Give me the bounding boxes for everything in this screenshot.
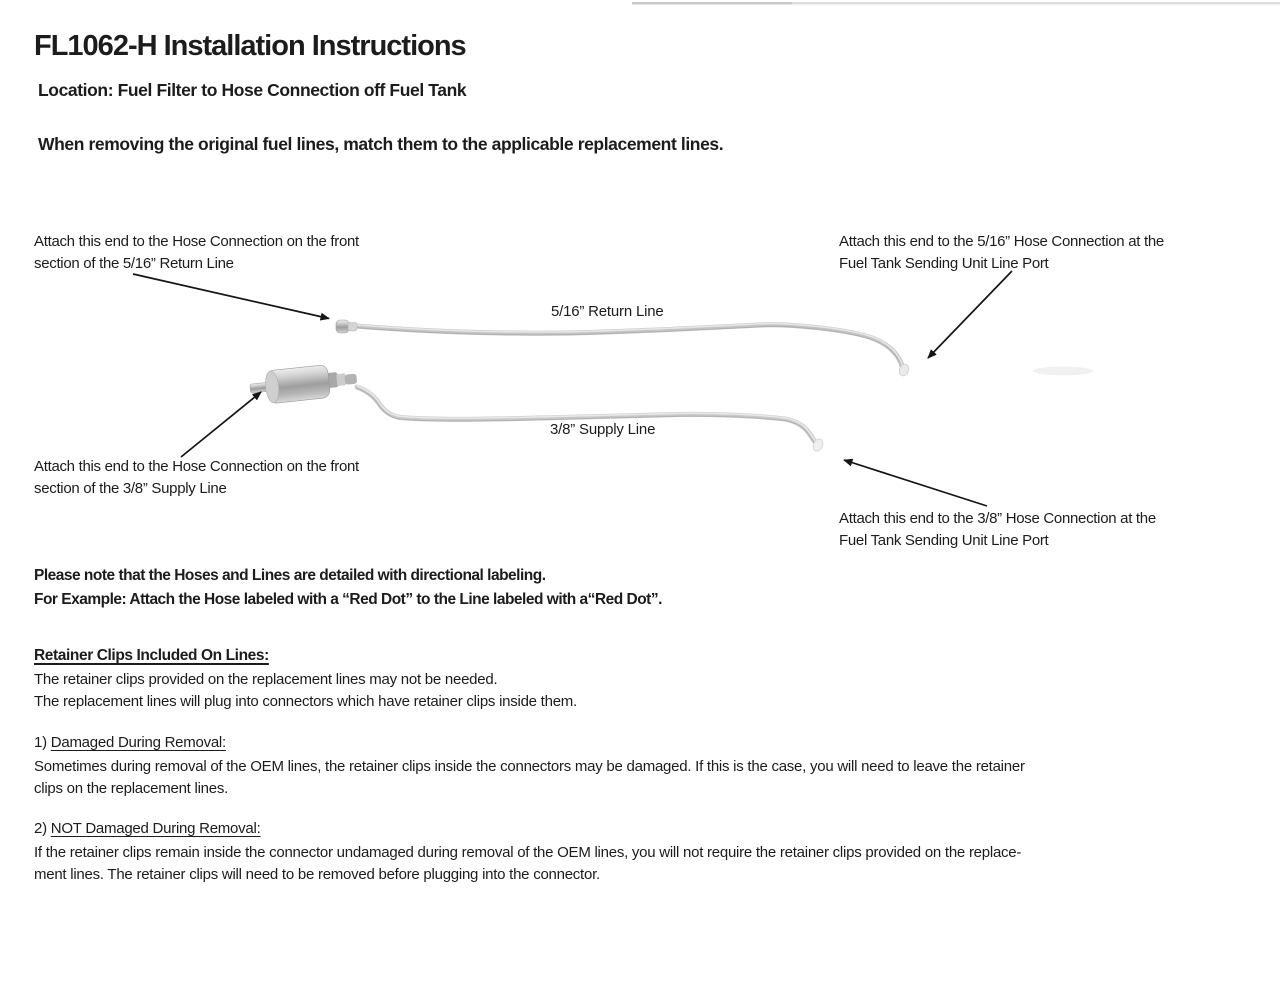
section1-heading-text: Damaged During Removal: bbox=[50, 734, 226, 751]
return-line-drawing bbox=[336, 320, 910, 377]
section2-body-line1: If the retainer clips remain inside the connector undamaged during removal of the OEM lines, you will not require the retainer clips provided on the replace- bbox=[34, 844, 1022, 861]
arrow-return-tank bbox=[928, 271, 1012, 358]
callout-supply-tank-line2: Fuel Tank Sending Unit Line Port bbox=[839, 532, 1049, 549]
callout-supply-tank-line1: Attach this end to the 3/8” Hose Connection at the bbox=[839, 510, 1156, 527]
intro-line: When removing the original fuel lines, match them to the applicable replacement lines. bbox=[38, 134, 724, 154]
retainer-body bbox=[34, 669, 1164, 713]
section2-body-line2: ment lines. The retainer clips will need to be removed before plugging into the connector. bbox=[34, 866, 600, 883]
retainer-body-line2: The replacement lines will plug into connectors which have retainer clips inside them. bbox=[34, 693, 577, 710]
section1-body-line2: clips on the replacement lines. bbox=[34, 780, 229, 797]
directional-note bbox=[34, 564, 934, 611]
callout-return-tank-line1: Attach this end to the 5/16” Hose Connection at the bbox=[839, 233, 1164, 250]
directional-note-line2: For Example: Attach the Hose labeled with a “Red Dot” to the Line labeled with a“Red Dot”. bbox=[34, 590, 662, 608]
section1-body-line1: Sometimes during removal of the OEM lines, the retainer clips inside the connectors may be damaged. If this is the case, you will need to leave the retainer bbox=[34, 758, 1025, 775]
page-title: FL1062-H Installation Instructions bbox=[34, 30, 466, 62]
callout-return-tank bbox=[839, 231, 1259, 275]
callout-supply-front-line2: section of the 3/8” Supply Line bbox=[34, 480, 227, 497]
paper-smudge bbox=[1033, 367, 1093, 376]
callout-return-front-line2: section of the 5/16” Return Line bbox=[34, 255, 234, 272]
location-line: Location: Fuel Filter to Hose Connection off Fuel Tank bbox=[38, 80, 467, 100]
callout-supply-front-line1: Attach this end to the Hose Connection on the front bbox=[34, 458, 359, 475]
top-edge-line bbox=[632, 2, 1280, 5]
callout-return-tank-line2: Fuel Tank Sending Unit Line Port bbox=[839, 255, 1049, 272]
retainer-body-line1: The retainer clips provided on the replacement lines may not be needed. bbox=[34, 671, 498, 688]
arrow-supply-front bbox=[181, 392, 261, 457]
section1-body bbox=[34, 756, 1174, 800]
callout-supply-tank bbox=[839, 508, 1259, 552]
section2-heading-text: NOT Damaged During Removal: bbox=[50, 820, 261, 837]
callout-return-front-line1: Attach this end to the Hose Connection on the front bbox=[34, 233, 359, 250]
return-line-label: 5/16” Return Line bbox=[551, 303, 664, 320]
section1-heading bbox=[34, 734, 226, 751]
callout-return-front bbox=[34, 231, 454, 275]
section2-body bbox=[34, 842, 1174, 886]
supply-line-drawing bbox=[249, 362, 825, 453]
section2-number: 2) bbox=[34, 820, 51, 837]
fuel-filter-drawing bbox=[249, 362, 359, 406]
supply-line-label: 3/8” Supply Line bbox=[550, 421, 656, 438]
return-line-start-fitting bbox=[336, 320, 357, 333]
retainer-heading: Retainer Clips Included On Lines: bbox=[34, 647, 269, 664]
section2-heading bbox=[34, 820, 261, 837]
callout-supply-front bbox=[34, 456, 454, 500]
section1-number: 1) bbox=[34, 734, 51, 751]
directional-note-line1: Please note that the Hoses and Lines are detailed with directional labeling. bbox=[34, 567, 546, 584]
arrow-supply-tank bbox=[844, 460, 987, 506]
arrow-return-front bbox=[133, 274, 329, 319]
